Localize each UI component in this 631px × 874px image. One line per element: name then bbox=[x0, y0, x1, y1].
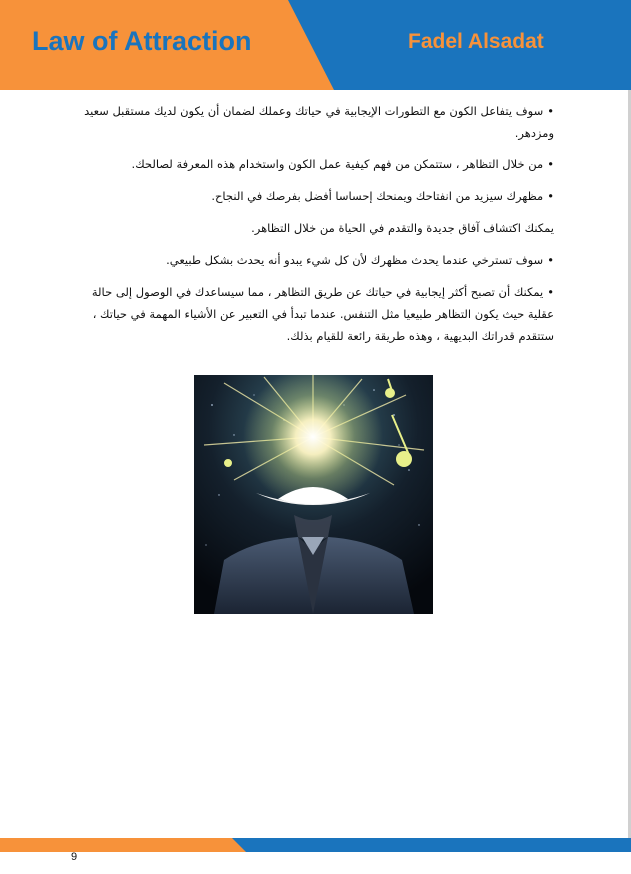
illustration-image bbox=[194, 375, 433, 614]
footer-bar-shape bbox=[0, 838, 631, 852]
paragraph bbox=[76, 153, 554, 175]
paragraph bbox=[76, 281, 554, 347]
paragraph bbox=[76, 217, 554, 239]
page-number: 9 bbox=[71, 851, 78, 863]
book-title: Law of Attraction bbox=[32, 26, 252, 56]
paragraph bbox=[76, 100, 554, 144]
illustration-manifestation bbox=[194, 375, 433, 614]
author-name: Fadel Alsadat bbox=[408, 30, 544, 53]
paragraph-text: من خلال التظاهر ، ستتمكن من فهم كيفية عمل الكون واستخدام هذه المعرفة لصالحك. bbox=[131, 157, 544, 171]
page-footer bbox=[0, 838, 631, 852]
paragraph bbox=[76, 249, 554, 271]
body-text bbox=[76, 100, 554, 356]
paragraph bbox=[76, 185, 554, 207]
paragraph-text: سوف يتفاعل الكون مع التطورات الإيجابية في حياتك وعملك لضمان أن يكون لديك مستقبل سعيد ومزدهر. bbox=[84, 104, 554, 140]
bullet-mark: • bbox=[547, 157, 554, 171]
page-header bbox=[0, 0, 631, 90]
bullet-mark: • bbox=[547, 285, 554, 299]
paragraph-text: يمكنك اكتشاف آفاق جديدة والتقدم في الحياة من خلال التظاهر. bbox=[251, 221, 554, 235]
bullet-mark: • bbox=[547, 189, 554, 203]
paragraph-text: سوف تسترخي عندما يحدث مظهرك لأن كل شيء يبدو أنه يحدث بشكل طبيعي. bbox=[166, 253, 544, 267]
bullet-mark: • bbox=[547, 253, 554, 267]
bullet-mark: • bbox=[547, 104, 554, 118]
paragraph-text: مظهرك سيزيد من انفتاحك ويمنحك إحساسا أفضل بفرصك في النجاح. bbox=[211, 189, 544, 203]
paragraph-text: يمكنك أن تصبح أكثر إيجابية في حياتك عن طريق التظاهر ، مما سيساعدك في الوصول إلى حالة عقلية حيث يكون التظاهر طبيعيا مثل التنفس. عندما تبدأ في التعبير عن الأشياء المهمة في حياتك ، ستتقدم قدراتك البديهية ، وهذه طريقة رائعة للقيام بذلك. bbox=[91, 285, 554, 343]
